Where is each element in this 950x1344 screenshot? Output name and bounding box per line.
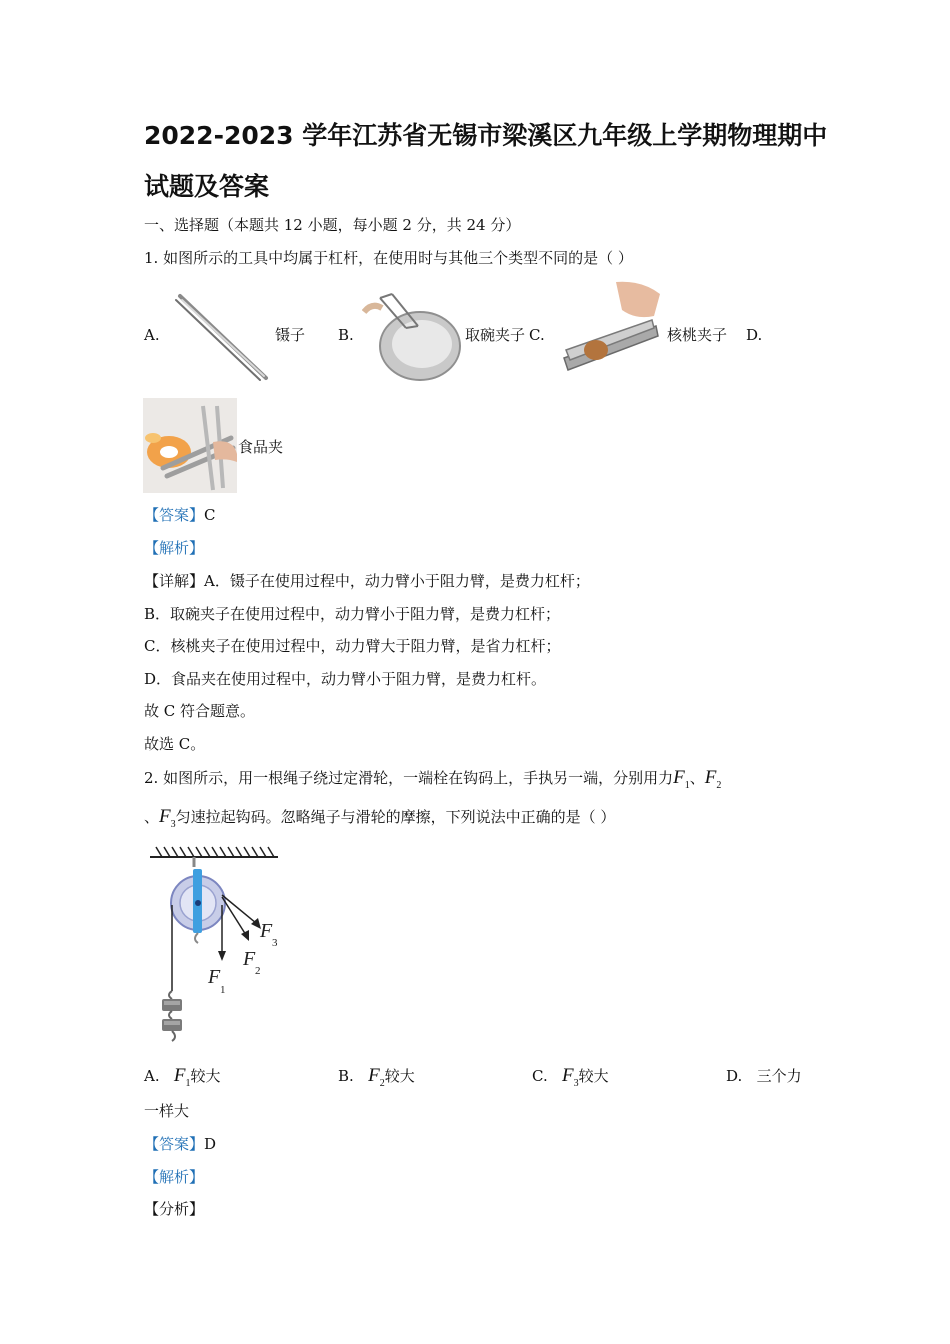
q1-option-c-label: 核桃夹子 — [667, 326, 728, 344]
q2-fenxi-tag: 【分析】 — [144, 1200, 205, 1218]
q1-detail-line-2: B．取碗夹子在使用过程中，动力臂小于阻力臂，是费力杠杆； — [144, 605, 561, 623]
q1-detail-line-1 — [144, 571, 590, 591]
q1-option-d-letter: D. — [746, 326, 763, 344]
q2-stem-part1: 2. 如图所示，用一根绳子绕过定滑轮，一端栓在钩码上，手执另一端，分别用力 — [144, 769, 674, 787]
separator: 、 — [144, 808, 160, 826]
force-f1: $F_1$ — [173, 1065, 191, 1089]
q2-stem-part2: 匀速拉起钩码。忽略绳子与滑轮的摩擦，下列说法中正确的是（ ） — [175, 808, 616, 826]
q1-option-a-letter: A. — [144, 326, 160, 344]
q1-answer — [144, 505, 216, 525]
q2-option-b: B. $F_2$较大 — [338, 1065, 415, 1089]
diagram-f2-label: F — [243, 948, 256, 970]
separator: 、 — [689, 769, 705, 787]
q2-stem-line-2 — [144, 807, 615, 835]
q1-detail-line-5: 故 C 符合题意。 — [144, 702, 256, 720]
q2-stem-line-1 — [144, 768, 721, 796]
answer-tag: 【答案】 — [144, 1135, 205, 1153]
diagram-f3-label: F — [260, 920, 273, 942]
section-heading: 一、选择题（本题共 12 小题，每小题 2 分，共 24 分） — [144, 216, 521, 234]
q1-option-c-letter: C. — [529, 326, 545, 344]
page-title-line1: 2022-2023 学年江苏省无锡市梁溪区九年级上学期物理期中 — [144, 121, 828, 150]
q2-option-a: A. $F_1$较大 — [144, 1065, 221, 1089]
q1-option-a-label: 镊子 — [275, 326, 306, 344]
force-f3: $F_3$ — [562, 1065, 579, 1089]
svg-text:1: 1 — [220, 984, 226, 996]
answer-value: C — [204, 506, 216, 524]
force-f2: $F_2$ — [368, 1065, 385, 1089]
svg-text:2: 2 — [255, 965, 261, 977]
answer-value: D — [204, 1135, 217, 1153]
q1-detail-line-4: D．食品夹在使用过程中，动力臂小于阻力臂，是费力杠杆。 — [144, 670, 547, 688]
q2-option-d-continued: 一样大 — [144, 1102, 190, 1120]
bowl-clip-image — [362, 288, 462, 386]
page-title-line2: 试题及答案 — [144, 172, 270, 201]
tweezers-image — [170, 288, 270, 383]
q1-analysis-tag: 【解析】 — [144, 539, 205, 557]
force-f3: $F_3$ — [159, 806, 176, 830]
q2-analysis-tag: 【解析】 — [144, 1168, 205, 1186]
q2-option-d: D. 三个力 — [726, 1067, 802, 1085]
force-f2: $F_2$ — [704, 767, 722, 791]
detail-tag: 【详解】 — [144, 572, 205, 590]
answer-tag: 【答案】 — [144, 506, 205, 524]
nutcracker-image — [556, 280, 664, 376]
q1-detail-line-3: C．核桃夹子在使用过程中，动力臂大于阻力臂，是省力杠杆； — [144, 637, 561, 655]
q1-option-b-label: 取碗夹子 — [465, 326, 526, 344]
q1-stem: 1. 如图所示的工具中均属于杠杆，在使用时与其他三个类型不同的是（ ） — [144, 249, 633, 267]
pulley-diagram — [148, 843, 290, 1043]
svg-text:3: 3 — [272, 937, 278, 949]
q1-detail-line-6: 故选 C。 — [144, 735, 206, 753]
detail-text: A．镊子在使用过程中，动力臂小于阻力臂，是费力杠杆； — [204, 572, 590, 590]
diagram-f1-label: F — [208, 966, 221, 988]
q1-option-d-label: 食品夹 — [238, 438, 284, 456]
q2-answer — [144, 1134, 216, 1154]
force-f1: $F_1$ — [673, 767, 690, 791]
q1-option-b-letter: B. — [338, 326, 354, 344]
q2-option-c: C. $F_3$较大 — [532, 1065, 609, 1089]
food-tongs-image — [143, 398, 237, 493]
